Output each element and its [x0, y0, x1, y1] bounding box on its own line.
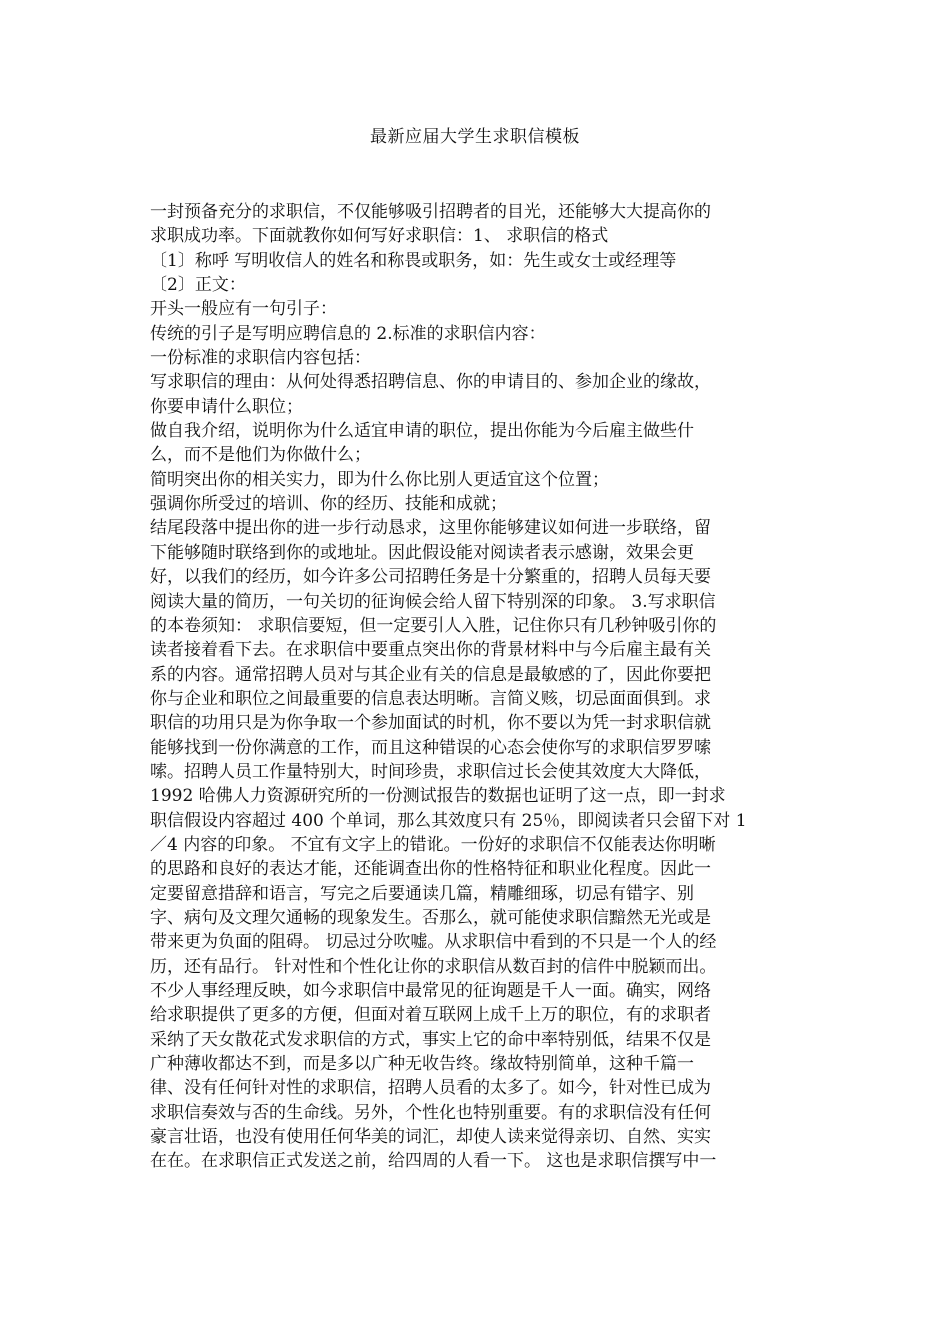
body-line: 嗦。招聘人员工作量特别大，时间珍贵，求职信过长会使其效度大大降低， — [150, 761, 711, 782]
body-line: 读者接着看下去。在求职信中要重点突出你的背景材料中与今后雇主最有关 — [150, 640, 711, 661]
body-line: 不少人事经理反映，如今求职信中最常见的征询题是千人一面。确实，网络 — [150, 981, 711, 1001]
body-line: 历，还有品行。 针对性和个性化让你的求职信从数百封的信件中脱颖而出。 — [150, 956, 717, 977]
body-line: 一份标准的求职信内容包括： — [150, 348, 371, 369]
document-body — [150, 200, 800, 1174]
body-line: 结尾段落中提出你的进一步行动恳求，这里你能够建议如何进一步联络，留 — [150, 518, 711, 539]
body-line: 给求职提供了更多的方便，但面对着互联网上成千上万的职位，有的求职者 — [150, 1005, 711, 1026]
body-line: 写求职信的理由：从何处得悉招聘信息、你的申请目的、参加企业的缘故， — [150, 372, 711, 393]
body-line: 的本卷须知： 求职信要短，但一定要引人入胜，记住你只有几秒钟吸引你的 — [150, 615, 717, 636]
body-line: 广种薄收都达不到，而是多以广种无收告终。缘故特别简单，这种千篇一 — [150, 1054, 694, 1075]
body-line: 〔1〕称呼 写明收信人的姓名和称畏或职务，如：先生或女士或经理等 — [150, 250, 677, 271]
body-line: 一封预备充分的求职信，不仅能够吸引招聘者的目光，还能够大大提高你的 — [150, 202, 711, 222]
body-line: 采纳了天女散花式发求职信的方式，事实上它的命中率特别低，结果不仅是 — [150, 1029, 711, 1050]
body-line: 你与企业和职位之间最重要的信息表达明晰。言简义赅，切忌面面俱到。求 — [150, 688, 711, 709]
body-line: 开头一般应有一句引子： — [150, 299, 337, 320]
body-line: 做自我介绍，说明你为什么适宜申请的职位，提出你能为今后雇主做些什 — [150, 421, 694, 442]
body-line: 职信的功用只是为你争取一个参加面试的时机，你不要以为凭一封求职信就 — [150, 713, 711, 734]
body-line: 定要留意措辞和语言，写完之后要通读几篇，精雕细琢，切忌有错字、别 — [150, 883, 694, 904]
body-line: 律、没有任何针对性的求职信，招聘人员看的太多了。如今，针对性已成为 — [150, 1078, 711, 1099]
body-line: 带来更为负面的阻碍。 切忌过分吹嘘。从求职信中看到的不只是一个人的经 — [150, 932, 717, 953]
body-line: 强调你所受过的培训、你的经历、技能和成就； — [150, 494, 507, 515]
body-line: 传统的引子是写明应聘信息的 2.标准的求职信内容： — [150, 323, 546, 344]
body-line: 么，而不是他们为你做什么； — [150, 445, 371, 466]
body-line: 你要申请什么职位； — [150, 396, 303, 417]
body-line: 简明突出你的相关实力，即为什么你比别人更适宜这个位置； — [150, 469, 609, 490]
body-line: 〔2〕正文： — [150, 275, 246, 296]
body-line: 能够找到一份你满意的工作，而且这种错误的心态会使你写的求职信罗罗嗦 — [150, 737, 711, 758]
body-line: 阅读大量的简历，一句关切的征询候会给人留下特别深的印象。 3.写求职信 — [150, 591, 716, 612]
body-line: ／4 内容的印象。 不宜有文字上的错讹。一份好的求职信不仅能表达你明晰 — [150, 834, 716, 855]
body-line: 1992 哈佛人力资源研究所的一份测试报告的数据也证明了这一点，即一封求 — [150, 786, 726, 807]
body-line: 豪言壮语，也没有使用任何华美的词汇，却使人读来觉得亲切、自然、实实 — [150, 1127, 711, 1148]
body-line: 在在。在求职信正式发送之前，给四周的人看一下。 这也是求职信撰写中一 — [150, 1151, 717, 1172]
body-line: 的思路和良好的表达才能，还能调查出你的性格特征和职业化程度。因此一 — [150, 859, 711, 880]
body-line: 求职信奏效与否的生命线。另外，个性化也特别重要。有的求职信没有任何 — [150, 1102, 711, 1123]
body-line: 职信假设内容超过 400 个单词，那么其效度只有 25％，即阅读者只会留下对 1 — [150, 810, 747, 831]
body-line: 求职成功率。下面就教你如何写好求职信：1、 求职信的格式 — [150, 226, 609, 247]
body-line: 字、病句及文理欠通畅的现象发生。否那么，就可能使求职信黯然无光或是 — [150, 907, 711, 928]
body-line: 好，以我们的经历，如今许多公司招聘任务是十分繁重的，招聘人员每天要 — [150, 567, 711, 588]
body-line: 系的内容。通常招聘人员对与其企业有关的信息是最敏感的了，因此你要把 — [150, 664, 711, 685]
body-line: 下能够随时联络到你的或地址。因此假设能对阅读者表示感谢，效果会更 — [150, 542, 694, 563]
document-title: 最新应届大学生求职信模板 — [370, 127, 580, 147]
